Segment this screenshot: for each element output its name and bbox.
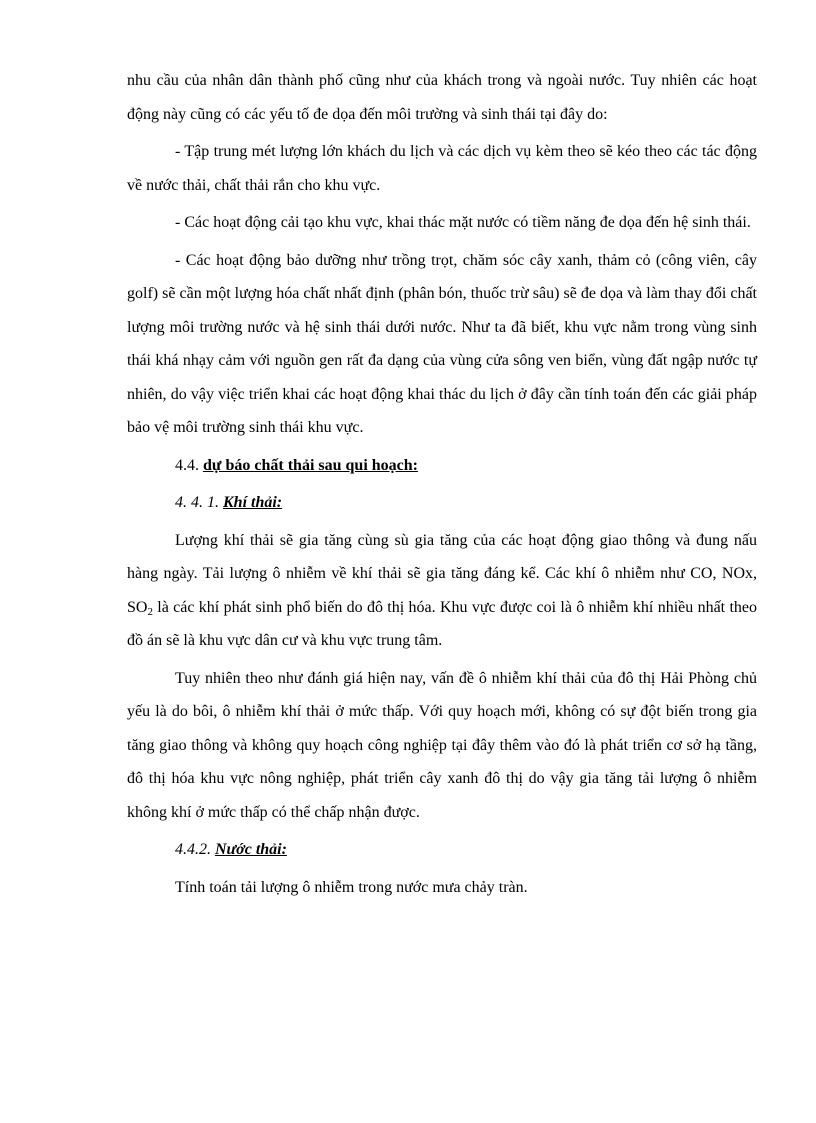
paragraph-intro: nhu cầu của nhân dân thành phố cũng như của khách trong và ngoài nước. Tuy nhiên các hoạt động này cũng có các yếu tố đe dọa đến môi trường và sinh thái tại đây do: — [127, 72, 757, 123]
section-number: 4. 4. 1 — [175, 494, 215, 511]
section-title: dự báo chất thải sau qui hoạch: — [203, 456, 418, 474]
document-page — [127, 64, 757, 908]
section-heading-4-4-1: 4. 4. 1. Khí thải: — [175, 494, 283, 511]
paragraph-emissions-growth — [127, 524, 757, 658]
section-number: 4.4. — [175, 456, 199, 474]
paragraph-emissions-assessment: Tuy nhiên theo như đánh giá hiện nay, vấn đề ô nhiễm khí thải của đô thị Hải Phòng chủ yếu là do bôi, ô nhiễm khí thải ở mức thấp. Với quy hoạch mới, không có sự đột biến trong gia tăng giao thông và không quy hoạch công nghiệp tại đây thêm vào đó là phát triển cơ sở hạ tầng, đô thị hóa khu vực nông nghiệp, phát triển cây xanh đô thị do vậy gia tăng tải lượng ô nhiễm không khí ở mức thấp có thể chấp nhận được. — [127, 669, 757, 821]
section-heading-4-4 — [175, 449, 757, 483]
bullet-tourist-impact: - Tập trung mét lượng lớn khách du lịch và các dịch vụ kèm theo sẽ kéo theo các tác động về nước thải, chất thải rắn cho khu vực. — [127, 143, 757, 194]
so2-subscript: 2 — [147, 605, 153, 618]
bullet-maintenance-impact: - Các hoạt động bảo dưỡng như trồng trọt, chăm sóc cây xanh, thảm cỏ (công viên, cây golf) sẽ cần một lượng hóa chất nhất định (phân bón, thuốc trừ sâu) sẽ đe dọa và làm thay đổi chất lượng môi trường nước và hệ sinh thái dưới nước. Như ta đã biết, khu vực nằm trong vùng sinh thái khá nhạy cảm với nguồn gen rất đa dạng của vùng cửa sông ven biển, vùng đất ngập nước tự nhiên, do vậy việc triển khai các hoạt động khai thác du lịch ở đây cần tính toán đến các giải pháp bảo vệ môi trường sinh thái khu vực. — [127, 251, 757, 436]
section-title: Nước thải: — [215, 841, 287, 858]
emissions-text-before: Lượng khí thải sẽ gia tăng cùng sù gia tăng của các hoạt động giao thông và đung nấu hàng ngày. Tải lượng ô nhiễm về khí thải sẽ gia tăng đáng kể. Các khí ô nhiễm như CO, NOx, SO — [127, 531, 757, 616]
bullet-renovation-impact: - Các hoạt động cải tạo khu vực, khai thác mặt nước có tiềm năng đe dọa đến hệ sinh thái. — [175, 214, 751, 231]
section-title: Khí thải: — [223, 494, 283, 511]
section-heading-4-4-2: 4.4.2. Nước thải: — [175, 841, 287, 858]
section-number: 4.4.2 — [175, 841, 207, 858]
paragraph-runoff: Tính toán tải lượng ô nhiễm trong nước mưa chảy tràn. — [175, 878, 528, 896]
emissions-text-after: là các khí phát sinh phổ biến do đô thị hóa. Khu vực được coi là ô nhiễm khí nhiều nhất theo đồ án sẽ là khu vực dân cư và khu vực trung tâm. — [127, 598, 757, 649]
